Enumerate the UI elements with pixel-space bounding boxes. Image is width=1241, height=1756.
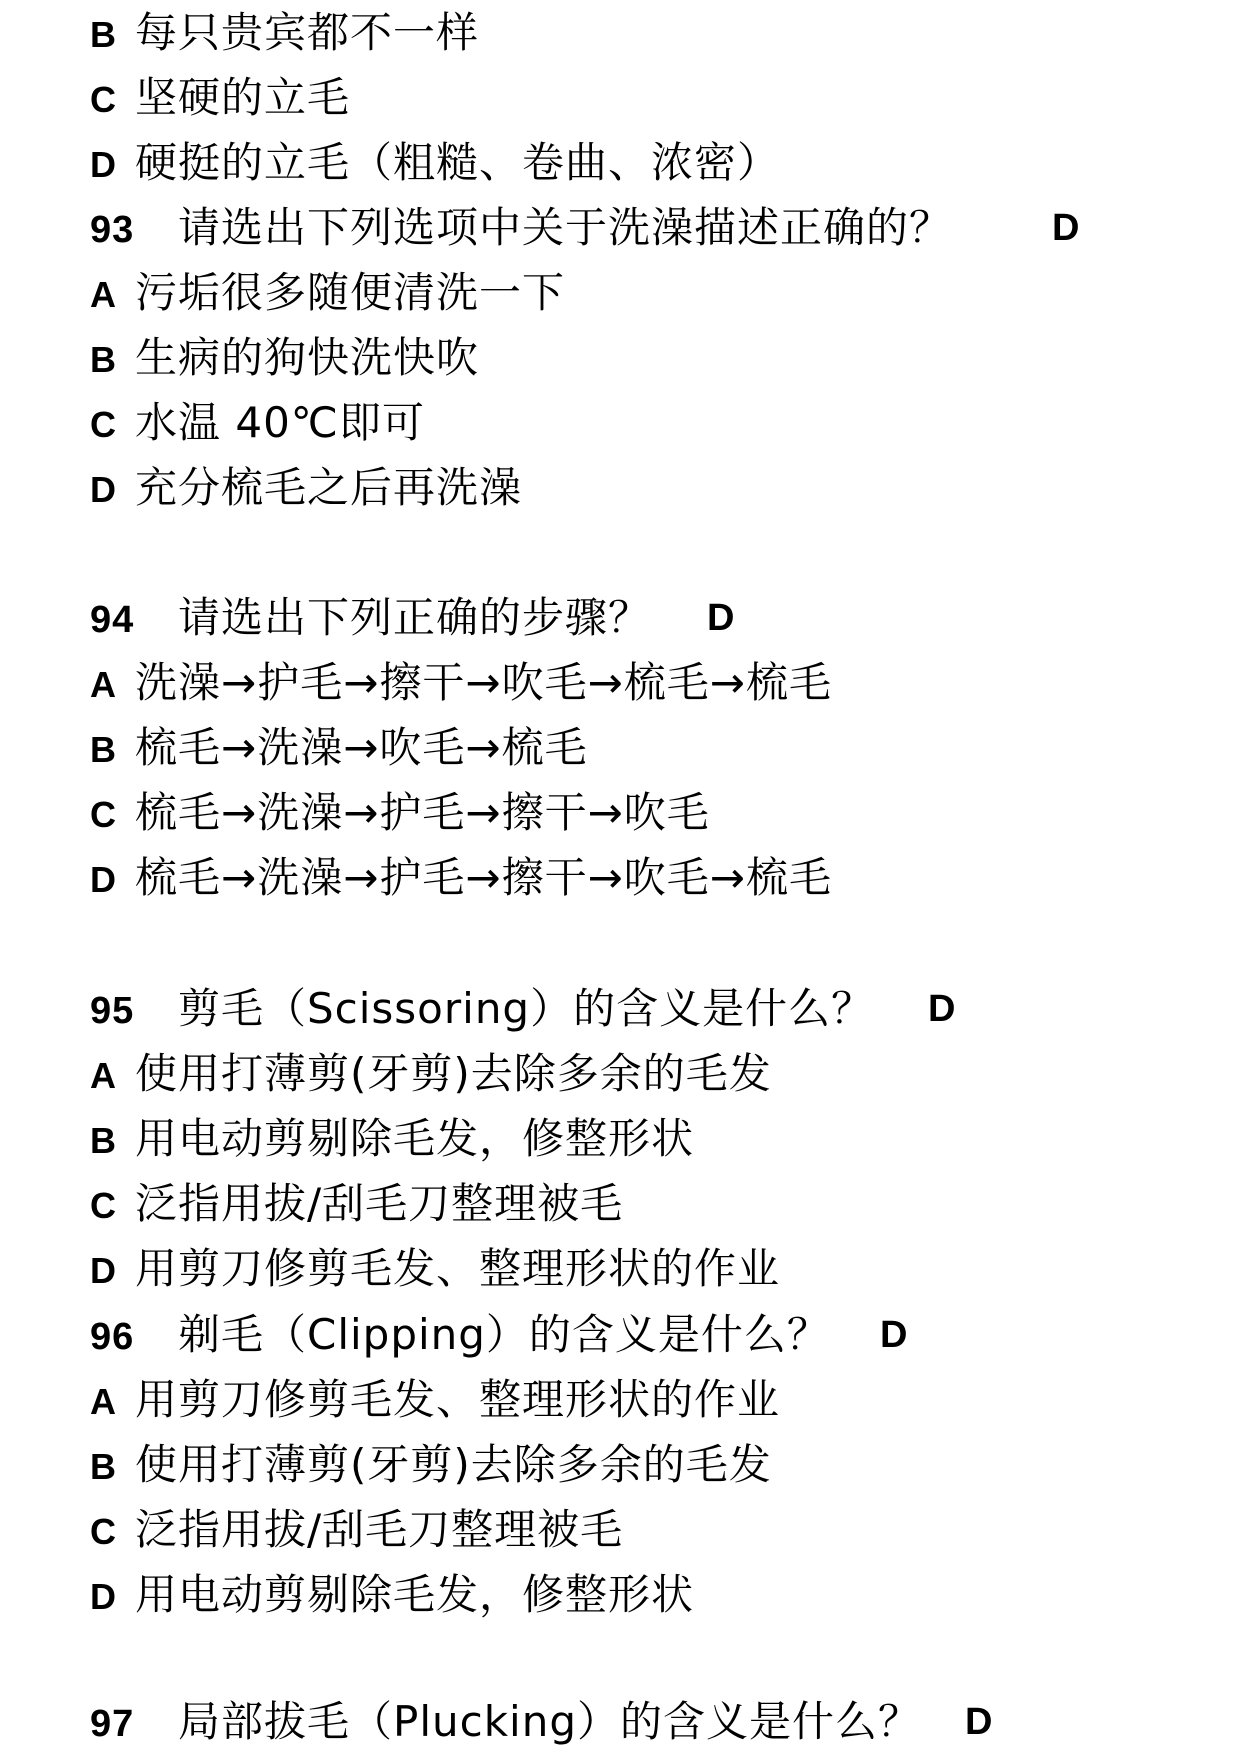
question-95 [90, 977, 1190, 1041]
option-letter: B [90, 729, 117, 770]
option-text: 泛指用拔/刮毛刀整理被毛 [135, 1179, 624, 1228]
option-line [90, 1498, 623, 1562]
question-text: 请选出下列正确的步骤？ [178, 593, 652, 642]
option-letter: B [90, 1120, 117, 1161]
option-letter: D [90, 1576, 117, 1617]
option-letter: B [90, 339, 117, 380]
option-line [90, 66, 350, 130]
option-letter: B [90, 1446, 117, 1487]
option-line [90, 846, 832, 910]
option-text: 使用打薄剪(牙剪)去除多余的毛发 [135, 1049, 772, 1098]
option-letter: D [90, 859, 117, 900]
option-line [90, 1368, 780, 1432]
question-text: 请选出下列选项中关于洗澡描述正确的？ [178, 203, 953, 252]
option-line [90, 131, 780, 195]
option-text: 梳毛→洗澡→吹毛→梳毛 [135, 723, 588, 772]
option-letter: C [90, 1511, 117, 1552]
option-letter: D [90, 144, 117, 185]
answer-key: D [1052, 207, 1081, 249]
question-number: 95 [90, 990, 135, 1032]
question-number: 93 [90, 209, 135, 251]
option-line [90, 651, 832, 715]
option-letter: D [90, 469, 117, 510]
option-text: 用电动剪剔除毛发，修整形状 [135, 1570, 695, 1619]
question-number: 97 [90, 1703, 135, 1745]
option-line [90, 1563, 694, 1627]
answer-key: D [928, 988, 957, 1030]
answer-key: D [965, 1701, 994, 1743]
option-line [90, 1237, 780, 1301]
option-line [90, 391, 425, 455]
option-text: 梳毛→洗澡→护毛→擦干→吹毛 [135, 788, 710, 837]
option-text: 洗澡→护毛→擦干→吹毛→梳毛→梳毛 [135, 658, 832, 707]
answer-key: D [707, 597, 736, 639]
question-number: 94 [90, 599, 135, 641]
question-96 [90, 1303, 1190, 1367]
option-line [90, 1042, 772, 1106]
option-text: 充分梳毛之后再洗澡 [135, 463, 523, 512]
option-line [90, 781, 710, 845]
option-text: 泛指用拔/刮毛刀整理被毛 [135, 1505, 624, 1554]
option-line [90, 1172, 623, 1236]
question-text: 剪毛（Scissoring）的含义是什么？ [178, 984, 875, 1033]
option-line [90, 1, 479, 65]
option-text: 污垢很多随便清洗一下 [135, 268, 566, 317]
option-text: 用剪刀修剪毛发、整理形状的作业 [135, 1375, 781, 1424]
option-line [90, 716, 588, 780]
question-text: 局部拔毛（Plucking）的含义是什么？ [178, 1697, 921, 1746]
option-letter: B [90, 14, 117, 55]
question-text: 剃毛（Clipping）的含义是什么？ [178, 1310, 830, 1359]
question-97 [90, 1690, 1190, 1754]
option-letter: C [90, 1185, 117, 1226]
option-letter: A [90, 274, 117, 315]
option-line [90, 456, 522, 520]
option-text: 梳毛→洗澡→护毛→擦干→吹毛→梳毛 [135, 853, 832, 902]
question-93 [90, 196, 1190, 260]
option-letter: A [90, 664, 117, 705]
question-number: 96 [90, 1316, 135, 1358]
question-94 [90, 586, 1190, 650]
option-line [90, 326, 479, 390]
option-line [90, 1107, 694, 1171]
option-text: 用剪刀修剪毛发、整理形状的作业 [135, 1244, 781, 1293]
answer-key: D [880, 1314, 909, 1356]
option-letter: D [90, 1250, 117, 1291]
option-text: 每只贵宾都不一样 [135, 8, 480, 57]
option-letter: A [90, 1055, 117, 1096]
option-text: 水温 40℃即可 [135, 398, 425, 447]
option-letter: C [90, 79, 117, 120]
option-letter: A [90, 1381, 117, 1422]
option-text: 使用打薄剪(牙剪)去除多余的毛发 [135, 1440, 772, 1489]
option-text: 坚硬的立毛 [135, 73, 351, 122]
option-text: 生病的狗快洗快吹 [135, 333, 480, 382]
option-text: 硬挺的立毛（粗糙、卷曲、浓密） [135, 138, 781, 187]
option-line [90, 1433, 772, 1497]
option-line [90, 261, 565, 325]
option-letter: C [90, 794, 117, 835]
option-text: 用电动剪剔除毛发，修整形状 [135, 1114, 695, 1163]
option-letter: C [90, 404, 117, 445]
